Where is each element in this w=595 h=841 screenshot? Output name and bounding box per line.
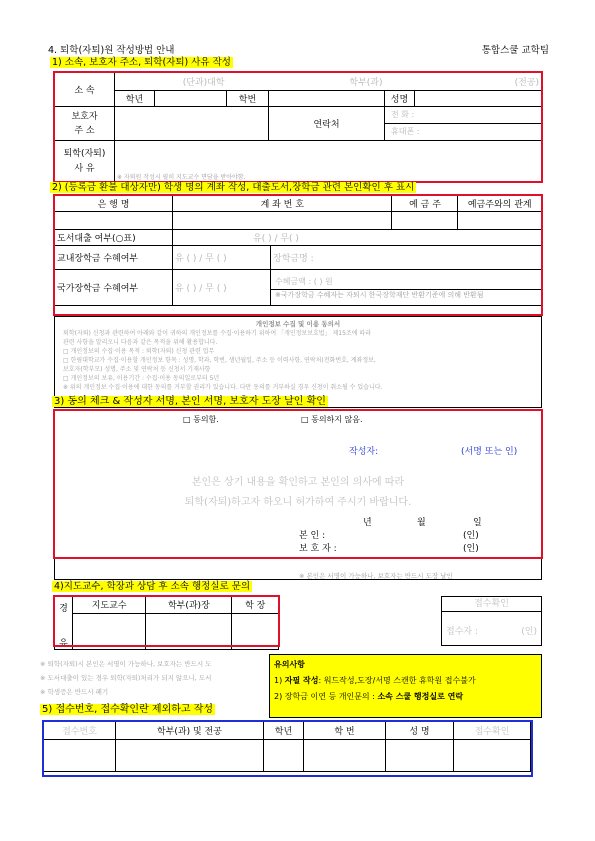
section2-title: 2) (등록금 환불 대상자만) 학생 명의 계좌 작성, 대출도서,장학금 관련 본인확인 후 표시 [52,182,415,193]
receipt-seal[interactable]: (인) [521,627,537,637]
caution-line2-prefix: 2) 장학금 이연 등 개인문의 : [274,692,378,701]
note-1: ※ 퇴학(자퇴)시 본인은 서명이 가능하나, 보호자는 반드시 도 [40,660,212,668]
caution-line2-bold: 소속 스쿨 행정실로 연락 [377,692,464,701]
section5-title: 5) 접수번호, 접수확인란 제외하고 작성 [42,704,214,715]
receipt-title: 접수확인 [442,597,541,612]
section2-highlight-box [53,194,543,316]
dean-label: 학 장 [232,597,279,614]
guardian-label: 보 호 자 : [299,544,337,554]
holder-label: 예 금 주 [392,196,458,212]
mobile-field[interactable]: 휴대폰 : [391,127,420,136]
seal-note: ※ 본인은 서명이 가능하나, 보호자는 반드시 도장 날인 [299,572,453,580]
writer-label: 작성자: [349,447,379,457]
submission-col-header: 학 번 [304,722,386,740]
section3-highlight-box [53,409,543,559]
account-label: 계 좌 번 호 [173,196,392,212]
caution-title: 유의사항 [274,660,305,669]
agree-checkbox[interactable]: □ 동의함. [183,415,219,424]
note-2: ※ 도서대출이 있는 경우 퇴학(자퇴)처리가 되지 않으니, 도서 [40,674,212,682]
privacy-line: □ 한림대학교가 수집·이용할 개인정보 항목 : 성명, 학과, 학번, 생년월일, 주소 등 이력사항, 연락처(전화번호, 계좌정보, [63,357,376,364]
submission-col-header: 접수번호 [44,722,116,740]
privacy-line: 보호자(학부모) 성명, 주소 및 연락처 등 신청서 기재사항 [63,366,211,373]
section3-title: 3) 동의 체크 & 작성자 서명, 본인 서명, 보호자 도장 날인 확인 [54,396,326,407]
self-label: 본 인 : [299,531,326,541]
writer-sign-field[interactable]: (서명 또는 인) [461,447,518,457]
national-scholarship-amount[interactable]: 수혜금액 : ( ) 원 [271,275,541,290]
privacy-text [55,328,541,393]
reason-note: ※ 자퇴원 작성시 필히 지도교수 면담을 받아야함. [117,174,246,181]
student-id-label: 학번 [227,91,269,107]
major-field[interactable]: (전공) [385,73,542,91]
submission-col-header: 접수확인 [454,722,531,740]
date-month[interactable]: 월 [417,518,426,528]
disagree-checkbox[interactable]: □ 동의하지 않음. [301,415,363,424]
privacy-line: 관련 사항을 알리오니 다음과 같은 목적을 위해 활용합니다. [63,339,218,346]
submission-col-header: 학부(과) 및 전공 [116,722,264,740]
national-scholarship-field[interactable]: 유 ( ) / 무 ( ) [173,270,271,306]
privacy-line: □ 개인정보의 보유, 이용기간 : 수집·이용 동의일로부터 5년 [63,375,220,382]
date-year[interactable]: 년 [363,518,372,528]
privacy-line: 퇴학(자퇴) 신청과 관련하여 아래와 같이 귀하의 개인정보를 수집·이용하기 위하여 「개인정보보호법」 제15조에 따라 [63,330,372,337]
caution-box [269,654,542,718]
relation-label: 예금주와의 관계 [458,196,542,212]
loan-label: 도서대출 여부(○표) [55,230,173,246]
grade-label: 학년 [115,91,155,107]
approval-side-top: 경 [59,604,68,614]
bank-label: 은 행 명 [55,196,173,212]
section4-highlight-box [53,595,280,647]
campus-scholarship-name[interactable]: 장학금명 : [271,246,542,270]
campus-scholarship-field[interactable]: 유 ( ) / 무 ( ) [173,246,271,270]
statement-line-1: 본인은 상기 내용을 확인하고 본인의 의사에 따라 [191,477,405,488]
caution-line1-prefix: 1) [274,676,285,685]
dept-name: 통합스쿨 교학팀 [481,45,549,56]
privacy-title: 개인정보 수집 및 이용 동의서 [255,320,341,328]
section4-title: 4)지도교수, 학장과 상담 후 소속 행정실로 문의 [54,581,251,592]
caution-line1-bold: 자필 작성 [284,676,319,685]
section5-highlight-box [42,720,533,777]
guardian-seal[interactable]: (인) [463,544,479,554]
caution-line1-rest: : 워드작성,도장/서명 스캔한 휴학원 접수불가 [318,676,476,685]
advisor-label: 지도교수 [73,597,146,614]
national-scholarship-note: ※국가장학금 수혜자는 자퇴시 한국장학재단 반환기준에 의해 반환됨 [275,291,484,299]
submission-col-header: 학년 [264,722,304,740]
submission-col-header: 성 명 [386,722,454,740]
date-day[interactable]: 일 [473,518,482,528]
self-seal[interactable]: (인) [463,531,479,541]
loan-field[interactable]: 유( ) / 무( ) [173,230,542,246]
department-head-label: 학부(과)장 [146,597,232,614]
approval-side-bottom: 유 [59,639,68,649]
guardian-address-label: 보호자 주 소 [55,107,115,141]
privacy-line: □ 개인정보의 수집·이용 목적 : 퇴학(자퇴) 신청 관련 업무 [63,348,215,355]
national-scholarship-label: 국가장학금 수혜여부 [55,270,173,306]
page-title: 4. 퇴학(자퇴)원 작성방법 안내 [48,45,175,56]
affil-label: 소 속 [55,73,115,107]
phone-field[interactable]: 전 화 : [385,107,541,124]
section1-title: 1) 소속, 보호자 주소, 퇴학(자퇴) 사유 작성 [52,57,231,68]
statement-line-2: 퇴학(자퇴)하고자 하오니 허가하여 주시기 바랍니다. [184,497,412,508]
dept-field[interactable]: 학부(과) [227,73,385,91]
receipt-by: 접수자 : [446,627,478,637]
name-label: 성명 [385,91,415,107]
campus-scholarship-label: 교내장학금 수혜여부 [55,246,173,270]
contact-label: 연락처 [269,107,385,141]
privacy-line: ※ 위의 개인정보 수집·이용에 대한 동의를 거부할 권리가 있습니다. 다만 동의를 거부하실 경우 신청이 취소될 수 있습니다. [63,384,383,391]
reason-label: 퇴학(자퇴) 사 유 [55,141,115,183]
privacy-consent-box [54,316,542,408]
receipt-box [441,596,542,646]
footer-notes [40,657,211,699]
section1-highlight-box [53,71,543,183]
note-3: ※ 학생증은 반드시 폐기 [40,688,109,696]
college-field[interactable]: (단과)대학 [115,73,227,91]
